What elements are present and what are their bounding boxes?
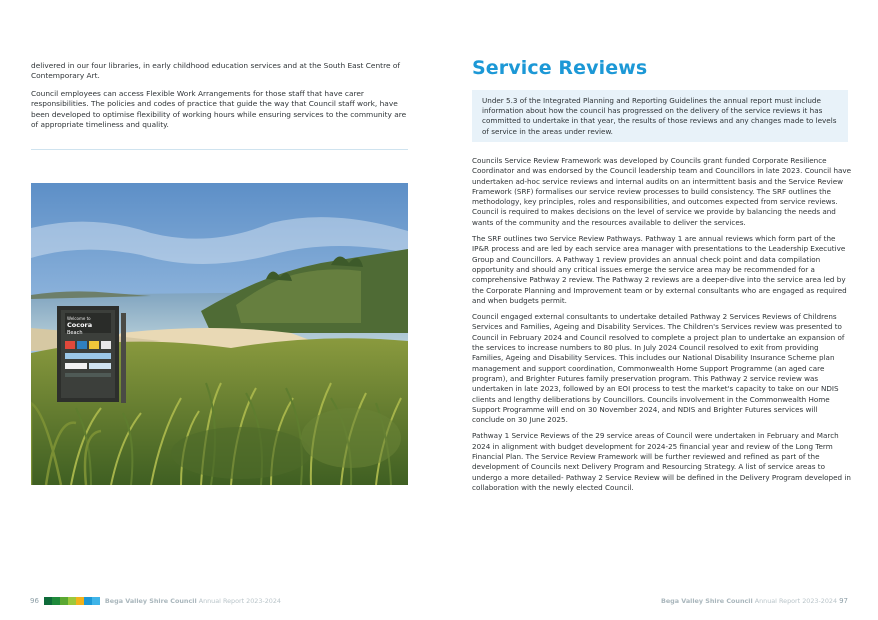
callout-box — [472, 90, 848, 142]
color-bar — [52, 597, 60, 605]
body-paragraph-4: Pathway 1 Service Reviews of the 29 service areas of Council were undertaken in February and March 2024 in alignment with budget development for 2024-25 financial year and review of the Long Term Financial Plan. The Service Review Framework will be further reviewed and refined as part of the development of Councils next Delivery Program and Resourcing Strategy. A list of service areas to undergo a more detailed- Pathway 2 Service Review will be defined in the Delivery Program developed in collaboration with the newly elected Council. — [472, 431, 851, 492]
color-bars — [44, 597, 100, 605]
color-bar — [68, 597, 76, 605]
color-bar — [44, 597, 52, 605]
color-bar — [84, 597, 92, 605]
body-paragraph-2: The SRF outlines two Service Review Pathways. Pathway 1 are annual reviews which form part of the IP&R process and are led by each service area manager with presentations to the Leadership Executive Group and Councillors. A Pathway 1 review provides an annual check point and data compilation opportunity and should any critical issues emerge the service area may be recommended for a comprehensive Pathway 2 review. The Pathway 2 reviews are a deeper-dive into the service area led by the Corporate Planning and Improvement team or by external consultants who are engaged as required and when budgets permit. — [472, 234, 847, 305]
right-page — [439, 0, 878, 620]
callout-text: Under 5.3 of the Integrated Planning and Reporting Guidelines the annual report must include information about how the council has progressed on the delivery of the service reviews it has committed to undertake in that year, the results of those reviews and any changes made to levels of service in the areas under review. — [482, 96, 837, 136]
left-paragraph-1: delivered in our four libraries, in early childhood education services and at the South East Centre of Contemporary Art. — [31, 61, 400, 81]
sign-name-line2: Beach — [67, 330, 83, 336]
color-bar — [76, 597, 84, 605]
left-paragraph-2: Council employees can access Flexible Work Arrangements for those staff that have carer responsibilities. The policies and codes of practice that guide the way that Council staff work, have been developed to optimise flexibility of working hours while ensuring services to the community are of appropriate timeliness and quality. — [31, 89, 407, 129]
left-footer — [30, 597, 281, 605]
footer-report-right: Annual Report 2023-2024 — [754, 597, 838, 605]
beach-photo — [31, 183, 408, 485]
body-text — [472, 156, 852, 499]
footer-org-right: Bega Valley Shire Council — [660, 597, 753, 605]
color-bar — [92, 597, 100, 605]
footer-org: Bega Valley Shire Council Annual Report 2023-2024 — [104, 597, 281, 605]
divider — [31, 149, 408, 150]
body-paragraph-3: Council engaged external consultants to undertake detailed Pathway 2 Services Reviews of Childrens Services and Families, Ageing and Disability Services. The Children's Services review was presented to Council in February 2024 and Council resolved to complete a project plan to undertake an expansion of the services to increase numbers to 80 plus. In July 2024 Council resolved to exit from providing Families, Ageing and Disability Services. This includes our National Disability Insurance Scheme plan management and support coordination, Commonwealth Home Support Programme (an aged care program), and Brighter Futures family preservation program. This Pathway 2 service review was undertaken in late 2023, followed by an EOI process to test the market's capacity to take on our NDIS clients and lengthy deliberations by Councillors. Councils involvement in the Commonwealth Home Support Programme will end on 30 November 2024, and NDIS and Brighter Futures services will conclude on 30 June 2025. — [472, 312, 845, 425]
sign-name-line1: Cocora — [67, 321, 93, 329]
right-page-number: 97 — [839, 597, 848, 605]
body-paragraph-1: Councils Service Review Framework was developed by Councils grant funded Corporate Resilience Coordinator and was endorsed by the Council leadership team and Councillors in late 2023. Council have undertaken ad-hoc service reviews and internal audits on an intermittent basis and the Service Review Framework (SRF) formalises our service review processes to build consistency. The SRF outlines the methodology, key principles, roles and responsibilities, and outcomes expected from service reviews. Council is required to makes decisions on the level of service we provide by balancing the needs and wants of the community and the resources available to deliver the services. — [472, 156, 852, 227]
page-title: Service Reviews — [472, 57, 648, 79]
color-bar — [60, 597, 68, 605]
sign-small: Welcome to — [67, 316, 91, 321]
right-footer — [661, 597, 848, 605]
left-page-number: 96 — [30, 597, 39, 605]
